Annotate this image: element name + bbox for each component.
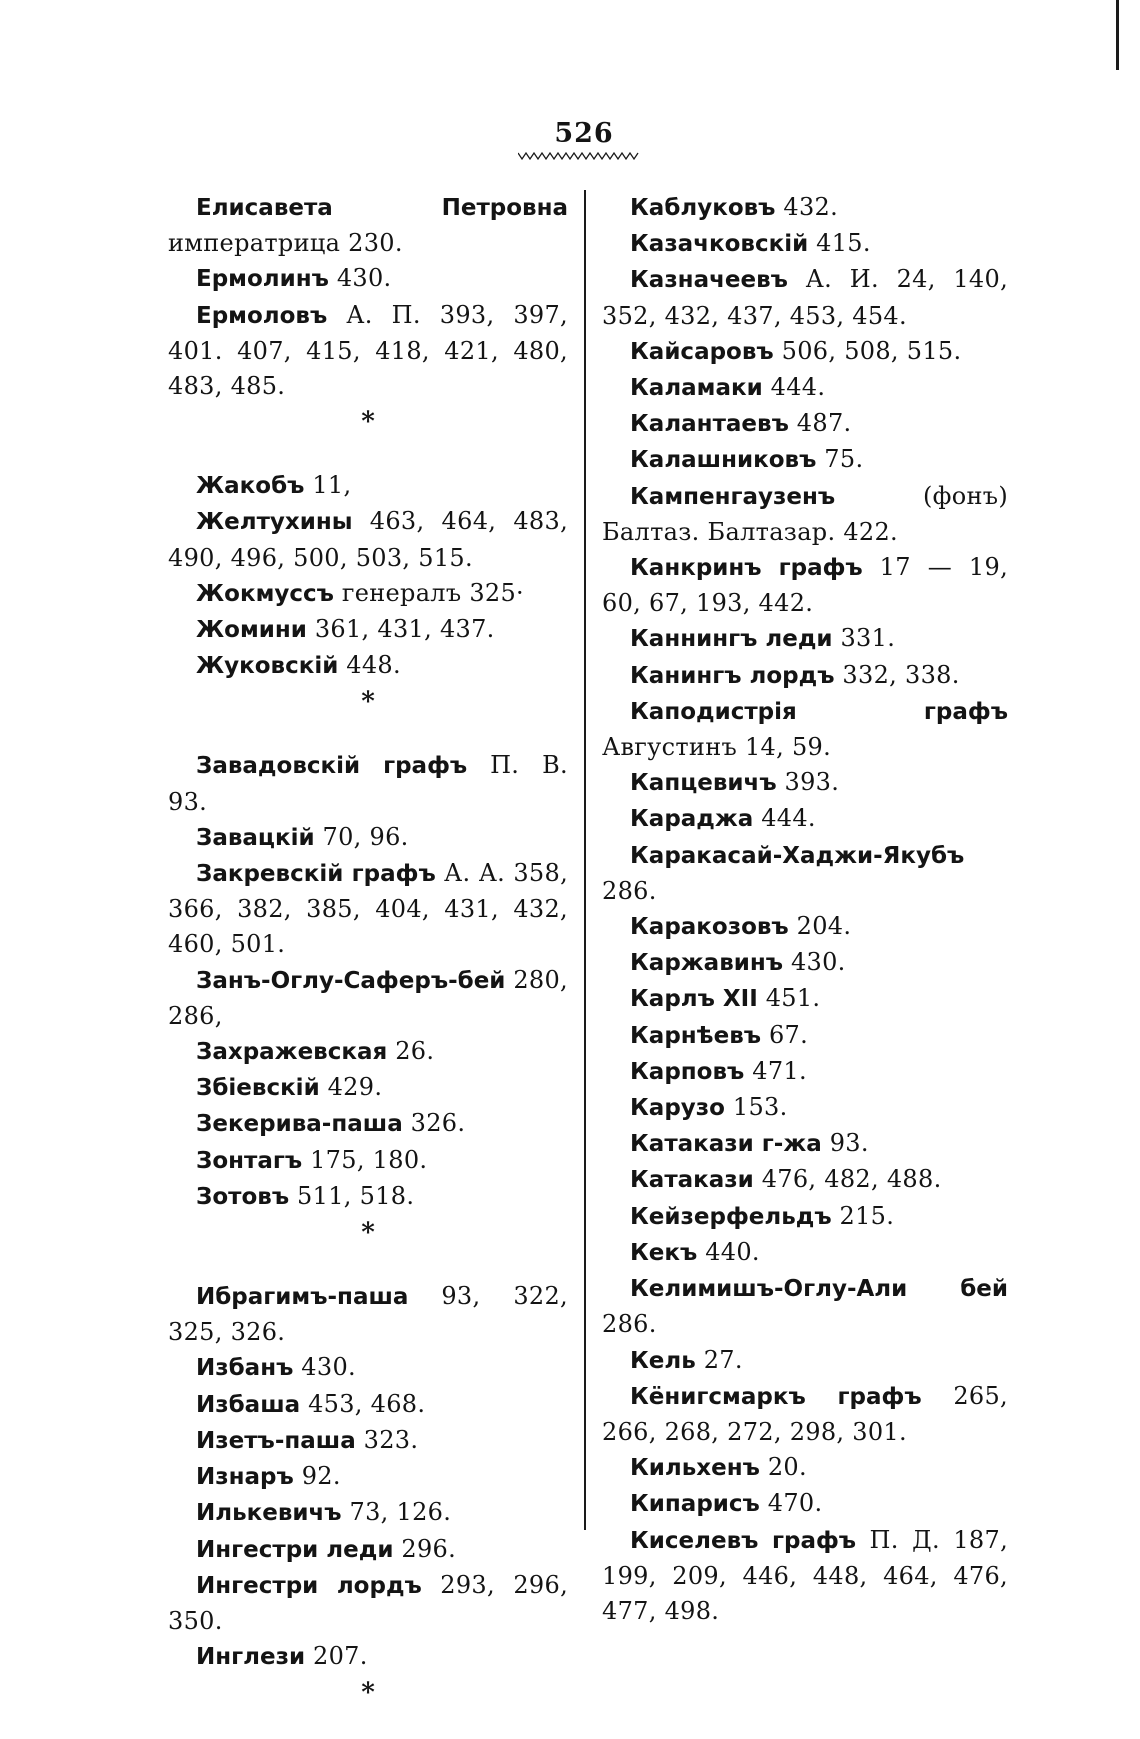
index-entry-name: Ибрагимъ-паша: [196, 1284, 409, 1311]
index-entry-references: 26.: [387, 1037, 435, 1066]
section-separator: *: [361, 1678, 375, 1709]
index-entry-references: А. П. 393, 397, 401. 407, 415, 418, 421, 480, 483, 485.: [168, 300, 568, 401]
index-entry-name: Елисавета Петровна: [196, 195, 568, 221]
index-entry-references: 326.: [402, 1109, 466, 1138]
index-entry: [602, 1162, 1008, 1198]
index-entry-name: Жомини: [196, 617, 307, 644]
index-entry-references: 153.: [724, 1093, 788, 1122]
index-entry: [168, 1423, 568, 1459]
index-entry: [602, 1054, 1008, 1090]
index-entry: [602, 1018, 1008, 1054]
page-edge-mark: [1116, 0, 1119, 70]
index-entry-name: Каракозовъ: [630, 914, 789, 941]
index-entry-name: Калашниковъ: [630, 447, 817, 474]
index-entry-name: Ермолинъ: [196, 266, 329, 293]
page-number-ornament: [518, 150, 640, 162]
index-entry-references: 215.: [831, 1201, 895, 1230]
index-entry-name: Инглези: [196, 1644, 306, 1671]
index-entry: [168, 1143, 568, 1179]
index-entry-references: 286.: [602, 1310, 657, 1339]
index-entry-references: (фонъ) Балтаз. Балтазар. 422.: [602, 481, 1008, 546]
index-entry-name: Кипарисъ: [630, 1491, 760, 1518]
index-entry: [602, 765, 1008, 801]
index-entry: [168, 1070, 568, 1106]
index-entry: [602, 226, 1008, 262]
index-entry: [602, 981, 1008, 1017]
index-entry-name: Келимишъ-Оглу-Али бей: [630, 1276, 1008, 1303]
index-entry: [168, 1495, 568, 1531]
index-entry-name: Канингъ лордъ: [630, 662, 835, 689]
index-entry-references: 17 — 19, 60, 67, 193, 442.: [602, 553, 1008, 618]
index-entry-name: Ингестри леди: [196, 1536, 394, 1563]
index-entry-references: 432.: [775, 193, 839, 221]
index-entry-references: 75.: [816, 445, 864, 474]
index-entry-references: 444.: [762, 373, 826, 402]
index-entry-name: Каракасай-Хаджи-Якубъ: [630, 842, 965, 869]
index-entry-references: 93, 322, 325, 326.: [168, 1282, 568, 1347]
index-entry-name: Изнаръ: [196, 1464, 294, 1491]
index-entry: [602, 1271, 1008, 1342]
index-entry: [168, 504, 568, 575]
index-entry-references: 451.: [757, 984, 821, 1013]
index-entry-references: 332, 338.: [834, 660, 960, 689]
index-entry: [168, 1568, 568, 1639]
index-entry-name: Кайсаровъ: [630, 338, 774, 365]
index-entry: [168, 1179, 568, 1215]
index-entry-name: Капцевичъ: [630, 770, 777, 797]
index-entry-references: 27.: [695, 1345, 743, 1374]
index-left-column: [168, 190, 568, 1739]
index-entry: [168, 1639, 568, 1675]
index-entry-references: 73, 126.: [341, 1498, 452, 1527]
index-entry-name: Захражевская: [196, 1039, 388, 1066]
index-entry-name: Избаша: [196, 1391, 301, 1418]
index-entry-references: 67.: [761, 1020, 809, 1049]
index-entry-name: Збіевскій: [196, 1075, 320, 1102]
index-entry-references: 463, 464, 483, 490, 496, 500, 503, 515.: [168, 507, 568, 572]
index-entry: [168, 1350, 568, 1386]
index-entry: [168, 1387, 568, 1423]
index-entry: [168, 261, 568, 297]
index-entry-name: Кампенгаузенъ: [630, 483, 836, 510]
index-entry: [602, 334, 1008, 370]
index-entry: [602, 406, 1008, 442]
index-entry-references: 430.: [328, 264, 392, 293]
index-entry-name: Канкринъ графъ: [630, 555, 863, 582]
index-entry-name: Каннингъ леди: [630, 626, 833, 653]
index-entry-references: 296.: [393, 1534, 457, 1563]
index-entry: [602, 1486, 1008, 1522]
index-entry-name: Киселевъ графъ: [630, 1527, 857, 1554]
index-entry-references: 331.: [832, 624, 896, 653]
index-entry-references: 204.: [788, 912, 852, 941]
index-entry: [168, 468, 568, 504]
section-separator: *: [361, 687, 375, 718]
index-entry: [602, 838, 1008, 909]
index-entry: [602, 694, 1008, 765]
index-entry: [168, 1532, 568, 1568]
index-entry-name: Завадовскій графъ: [196, 753, 468, 780]
index-entry: [602, 262, 1008, 333]
index-entry-references: генералъ 325·: [333, 578, 524, 607]
index-entry-references: 444.: [753, 804, 816, 833]
index-entry: [168, 298, 568, 405]
index-entry: [168, 963, 568, 1034]
index-entry-references: 20.: [759, 1453, 807, 1482]
index-entry-name: Закревскій графъ: [196, 861, 436, 888]
index-entry: [602, 442, 1008, 478]
index-entry-name: Каламаки: [630, 375, 763, 402]
index-entry-references: 471.: [744, 1056, 807, 1085]
index-entry: [602, 1235, 1008, 1271]
index-entry: [602, 550, 1008, 621]
index-entry-name: Желтухины: [196, 509, 353, 536]
page-number: 526: [554, 118, 614, 149]
index-entry: [602, 945, 1008, 981]
index-entry-name: Ермоловъ: [196, 302, 328, 329]
index-entry-references: 92.: [293, 1462, 341, 1491]
index-entry: [168, 1459, 568, 1495]
index-entry: [168, 612, 568, 648]
index-entry-name: Илькевичъ: [196, 1500, 342, 1527]
section-separator: *: [361, 1218, 375, 1249]
index-entry: [602, 621, 1008, 657]
index-entry-references: 453, 468.: [300, 1389, 426, 1418]
index-entry: [168, 576, 568, 612]
index-entry-references: императрица 230.: [168, 229, 403, 258]
index-entry-name: Казачковскій: [630, 231, 809, 258]
index-entry-name: Карнѣевъ: [630, 1022, 762, 1049]
index-entry-references: Августинъ 14, 59.: [602, 733, 832, 762]
index-entry-name: Жакобъ: [196, 473, 305, 500]
index-entry: [168, 856, 568, 963]
index-entry-name: Кильхенъ: [630, 1455, 760, 1482]
index-entry-name: Жуковскій: [196, 653, 339, 680]
index-entry-references: 430.: [783, 948, 846, 977]
index-entry-references: А. И. 24, 140, 352, 432, 437, 453, 454.: [602, 265, 1008, 330]
index-entry: [602, 1450, 1008, 1486]
index-entry-name: Карузо: [630, 1095, 725, 1122]
index-entry-references: 280, 286,: [168, 965, 568, 1030]
index-entry-references: 175, 180.: [302, 1145, 428, 1174]
index-entry-references: 415.: [808, 229, 871, 258]
index-entry: [602, 1343, 1008, 1379]
index-entry-name: Казначеевъ: [630, 267, 788, 294]
index-entry-references: 506, 508, 515.: [773, 336, 962, 365]
index-entry-references: 11,: [304, 471, 352, 500]
index-entry: [168, 190, 568, 261]
index-entry-name: Каржавинъ: [630, 950, 784, 977]
index-entry: [602, 1523, 1008, 1630]
column-divider: [584, 190, 586, 1530]
index-entry: [602, 479, 1008, 550]
section-separator: *: [361, 407, 375, 438]
index-entry-references: 470.: [759, 1489, 823, 1518]
index-entry-references: 265, 266, 268, 272, 298, 301.: [602, 1381, 1008, 1446]
index-entry: [602, 801, 1008, 837]
index-entry-references: 393.: [776, 768, 840, 797]
index-entry: [602, 370, 1008, 406]
index-entry-name: Карлъ XII: [630, 986, 758, 1013]
index-entry-references: 70, 96.: [314, 822, 409, 851]
index-entry-name: Кекъ: [630, 1239, 698, 1266]
index-entry-references: 293, 296, 350.: [168, 1570, 568, 1635]
index-entry-references: П. Д. 187, 199, 209, 446, 448, 464, 476, 477, 498.: [602, 1525, 1008, 1625]
index-entry-references: 448.: [338, 651, 401, 680]
index-entry-name: Калантаевъ: [630, 411, 789, 438]
index-entry: [602, 909, 1008, 945]
index-entry-references: А. А. 358, 366, 382, 385, 404, 431, 432, 460, 501.: [168, 859, 568, 959]
index-entry: [168, 1034, 568, 1070]
index-entry-name: Зотовъ: [196, 1183, 290, 1210]
index-entry: [602, 1126, 1008, 1162]
index-entry-references: 440.: [697, 1237, 760, 1266]
index-entry: [602, 1090, 1008, 1126]
index-entry-references: 207.: [305, 1642, 368, 1671]
index-entry-references: 429.: [319, 1073, 383, 1102]
index-entry-name: Завацкій: [196, 824, 315, 851]
index-entry-name: Катакази: [630, 1167, 754, 1194]
index-entry-name: Кейзерфельдъ: [630, 1203, 832, 1230]
index-entry-references: 430.: [293, 1353, 356, 1382]
index-entry-name: Кёнигсмаркъ графъ: [630, 1383, 922, 1410]
index-entry-name: Занъ-Оглу-Саферъ-бей: [196, 967, 506, 994]
index-entry: [168, 1106, 568, 1142]
index-entry-references: П. В. 93.: [168, 751, 568, 816]
index-entry-references: 93.: [821, 1129, 869, 1158]
index-entry: [602, 1199, 1008, 1235]
index-entry-name: Каподистрія графъ: [630, 698, 1008, 725]
index-entry-name: Зекерива-паша: [196, 1111, 403, 1138]
index-entry-references: 511, 518.: [289, 1181, 415, 1210]
index-entry: [602, 658, 1008, 694]
index-entry-name: Зонтагъ: [196, 1147, 303, 1174]
index-entry-name: Караджа: [630, 806, 754, 833]
index-entry-references: 487.: [788, 409, 852, 438]
index-right-column: [602, 190, 1008, 1629]
index-entry: [602, 1379, 1008, 1450]
index-entry: [168, 820, 568, 856]
index-entry: [168, 1279, 568, 1350]
index-entry-name: Каблуковъ: [630, 195, 776, 221]
index-entry-references: 361, 431, 437.: [306, 615, 495, 644]
index-entry-name: Жокмуссъ: [196, 580, 334, 607]
index-entry-name: Кель: [630, 1347, 696, 1374]
index-entry: [168, 648, 568, 684]
index-entry-name: Карповъ: [630, 1058, 745, 1085]
index-entry: [602, 190, 1008, 226]
index-entry-name: Изетъ-паша: [196, 1427, 356, 1454]
index-entry-name: Ингестри лордъ: [196, 1572, 422, 1599]
index-entry-references: 323.: [355, 1425, 419, 1454]
index-entry-references: 476, 482, 488.: [753, 1165, 942, 1194]
index-entry-references: 286.: [602, 876, 657, 905]
index-entry-name: Избанъ: [196, 1355, 294, 1382]
index-entry: [168, 748, 568, 819]
index-entry-name: Катакази г-жа: [630, 1131, 822, 1158]
